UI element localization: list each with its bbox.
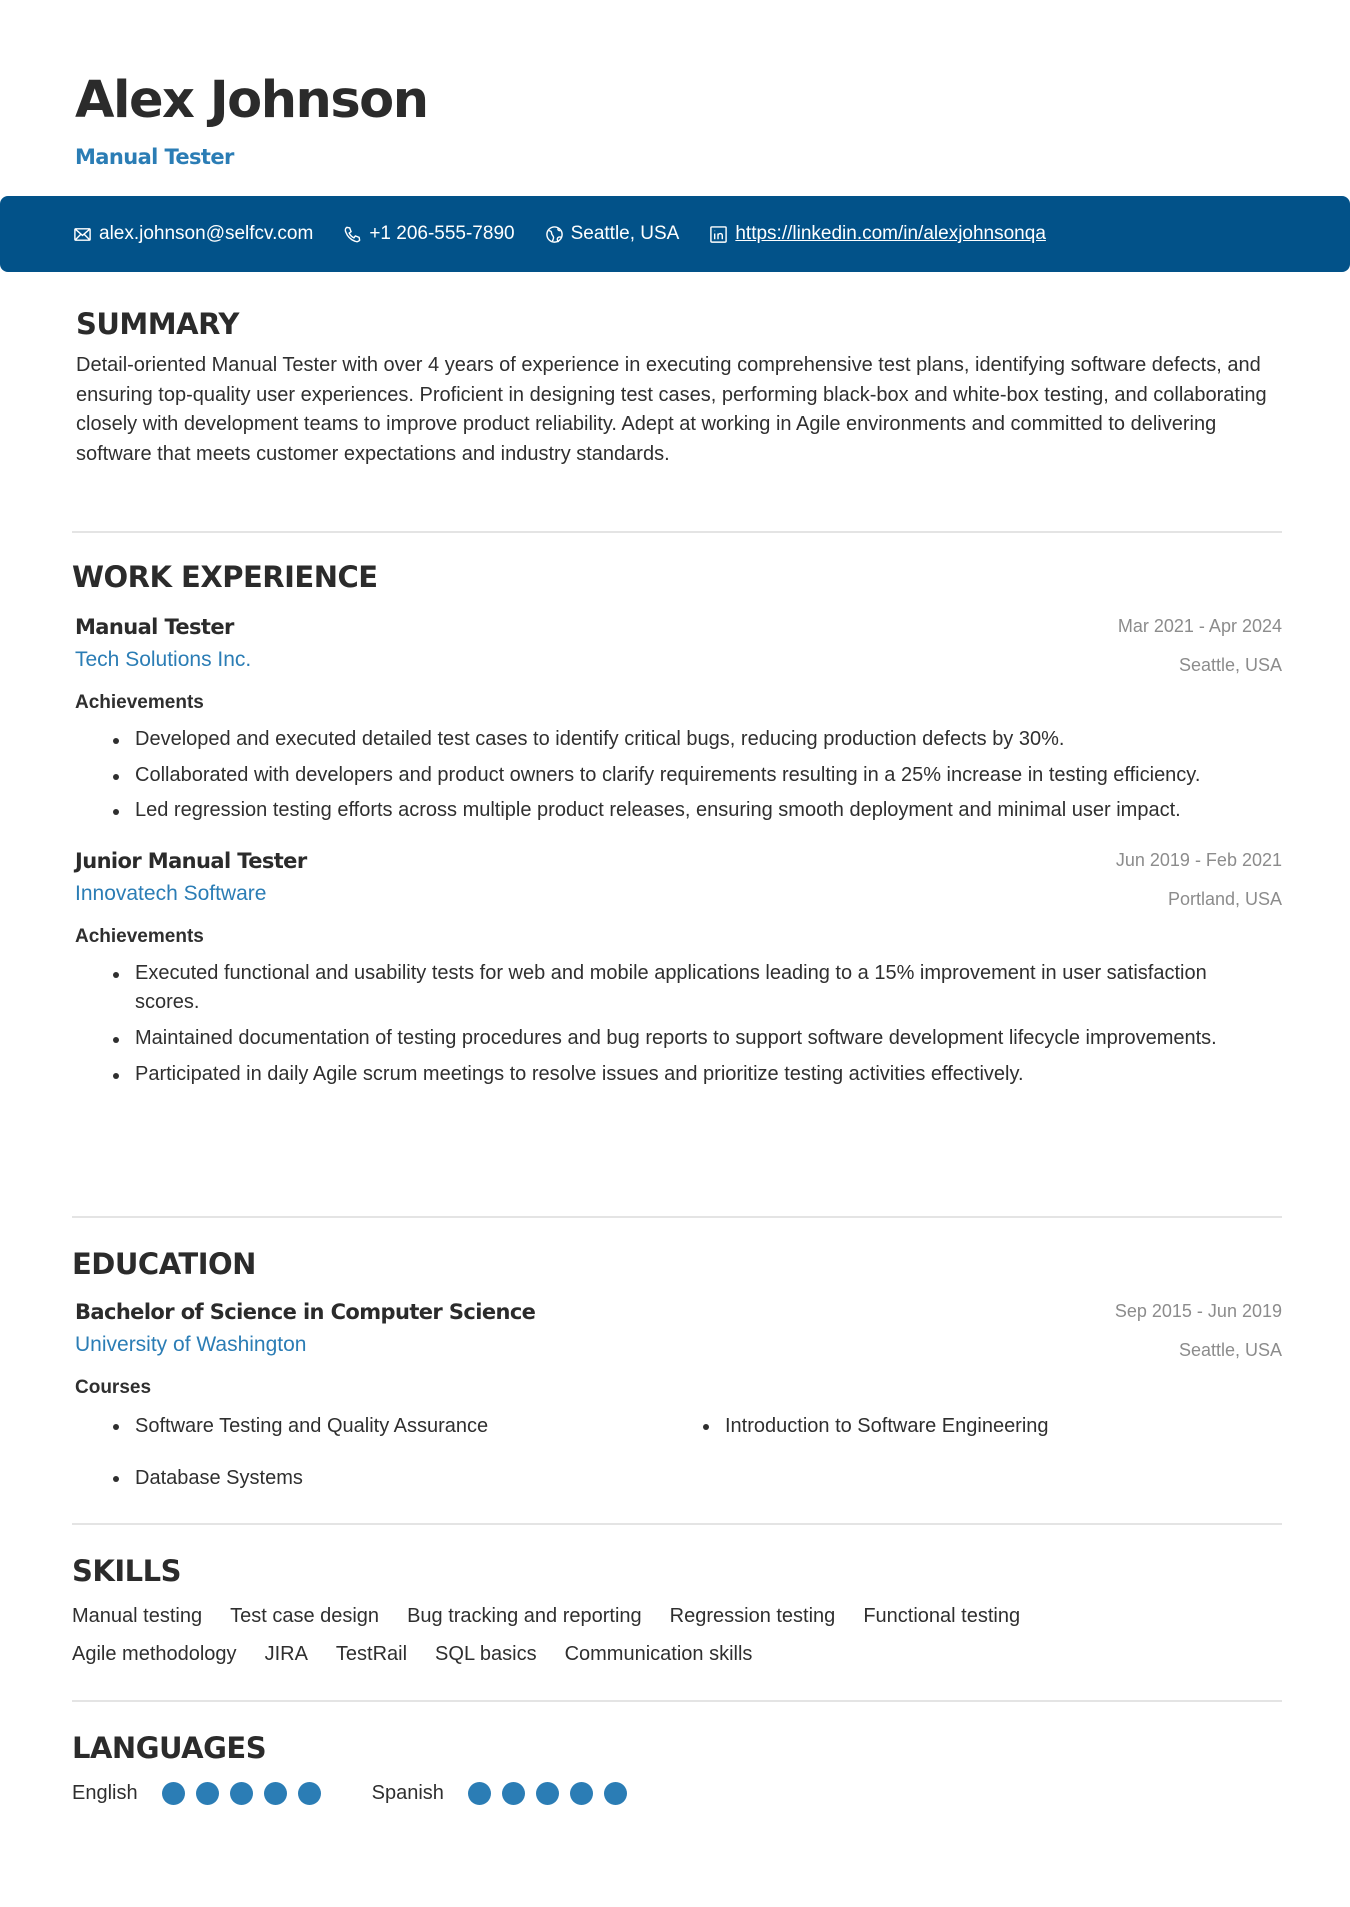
proficiency-dot — [604, 1782, 627, 1805]
proficiency-dot — [230, 1782, 253, 1805]
job-location: Portland, USA — [1167, 888, 1282, 909]
education-section — [72, 1246, 1282, 1493]
resume-header — [75, 70, 428, 170]
proficiency-dot — [502, 1782, 525, 1805]
education-location: Seattle, USA — [1178, 1340, 1282, 1360]
education-title: EDUCATION — [72, 1247, 256, 1281]
skills-section — [72, 1553, 1282, 1677]
summary-text: Detail-oriented Manual Tester with over 4 years of experience in executing comprehensive test plans, identifying software defects, and ensuring top-quality user experiences. Proficient in designing test cases, performing black-box and white-box testing, and collaborating closely with development teams to improve product reliability. Adept at working in Agile environments and committed to delivering software that meets customer expectations and industry standards. — [76, 354, 1267, 465]
proficiency-dot — [298, 1782, 321, 1805]
candidate-role: Manual Tester — [75, 145, 234, 169]
job-entry — [72, 847, 1282, 1089]
list-item: Maintained documentation of testing procedures and bug reports to support software development lifecycle improvements. — [75, 1024, 1255, 1054]
achievements-label: Achievements — [75, 692, 204, 713]
envelope-icon — [73, 225, 92, 244]
skill-item: SQL basics — [435, 1643, 537, 1665]
skill-item: JIRA — [264, 1643, 308, 1665]
divider — [72, 1700, 1282, 1702]
job-company: Tech Solutions Inc. — [75, 648, 252, 671]
location-text: Seattle, USA — [570, 223, 680, 244]
skill-item: Functional testing — [863, 1605, 1021, 1627]
skill-item: TestRail — [335, 1643, 408, 1665]
proficiency-dot — [264, 1782, 287, 1805]
contact-location — [545, 223, 680, 245]
summary-section — [76, 306, 1286, 469]
proficiency-dot — [196, 1782, 219, 1805]
job-title: Manual Tester — [75, 615, 234, 639]
proficiency-dot — [570, 1782, 593, 1805]
course-item: Introduction to Software Engineering — [665, 1411, 1255, 1441]
divider — [72, 1523, 1282, 1525]
proficiency-dot — [536, 1782, 559, 1805]
courses-label: Courses — [75, 1377, 152, 1398]
language-name: English — [72, 1782, 138, 1804]
divider — [72, 531, 1282, 533]
job-dates: Jun 2019 - Feb 2021 — [1115, 849, 1282, 870]
skill-item: Test case design — [230, 1605, 380, 1627]
languages-title: LANGUAGES — [72, 1731, 267, 1765]
phone-icon — [343, 225, 362, 244]
job-dates: Mar 2021 - Apr 2024 — [1117, 616, 1282, 636]
experience-section — [72, 559, 1282, 1095]
skill-item: Agile methodology — [72, 1643, 237, 1665]
candidate-name: Alex Johnson — [75, 71, 428, 130]
contact-linkedin[interactable] — [709, 223, 1046, 245]
education-dates: Sep 2015 - Jun 2019 — [1114, 1301, 1282, 1321]
list-item: Collaborated with developers and product owners to clarify requirements resulting in a 25% increase in testing efficiency. — [75, 761, 1255, 791]
contact-bar — [0, 196, 1350, 272]
skills-title: SKILLS — [72, 1554, 181, 1588]
achievements-label: Achievements — [75, 925, 204, 947]
summary-title: SUMMARY — [76, 307, 239, 341]
linkedin-link[interactable]: https://linkedin.com/in/alexjohnsonqa — [735, 223, 1046, 244]
skills-list — [72, 1601, 1172, 1677]
email-text: alex.johnson@selfcv.com — [99, 223, 314, 244]
experience-title: WORK EXPERIENCE — [72, 560, 378, 594]
languages-list — [72, 1778, 1282, 1808]
divider — [72, 1216, 1282, 1218]
school-name: University of Washington — [75, 1333, 307, 1356]
achievements-list — [75, 959, 1282, 1089]
degree-title: Bachelor of Science in Computer Science — [75, 1300, 536, 1324]
course-item: Database Systems — [75, 1463, 665, 1493]
language-item — [72, 1778, 332, 1808]
language-item — [372, 1778, 638, 1808]
skill-item: Communication skills — [564, 1643, 753, 1665]
list-item: Participated in daily Agile scrum meetings to resolve issues and prioritize testing activities effectively. — [75, 1060, 1255, 1090]
education-entry — [72, 1298, 1282, 1493]
list-item: Executed functional and usability tests for web and mobile applications leading to a 15% improvement in user satisfaction scores. — [75, 959, 1255, 1018]
list-item: Developed and executed detailed test cases to identify critical bugs, reducing production defects by 30%. — [75, 725, 1255, 755]
globe-icon — [545, 225, 564, 244]
list-item: Led regression testing efforts across multiple product releases, ensuring smooth deployment and minimal user impact. — [75, 796, 1255, 826]
contact-phone[interactable] — [343, 223, 514, 245]
proficiency-dot — [162, 1782, 185, 1805]
job-title: Junior Manual Tester — [75, 848, 307, 873]
language-name: Spanish — [371, 1782, 444, 1804]
skill-item: Bug tracking and reporting — [407, 1605, 642, 1627]
contact-email[interactable] — [73, 223, 313, 245]
job-company: Innovatech Software — [75, 881, 267, 905]
achievements-list — [75, 725, 1282, 826]
skill-item: Manual testing — [72, 1605, 203, 1627]
languages-section — [72, 1730, 1282, 1808]
job-entry — [72, 613, 1282, 826]
skill-item: Regression testing — [669, 1605, 836, 1627]
proficiency-dot — [468, 1782, 491, 1805]
job-location: Seattle, USA — [1178, 655, 1282, 675]
linkedin-icon — [709, 225, 728, 244]
course-item: Software Testing and Quality Assurance — [75, 1411, 665, 1441]
courses-list — [75, 1411, 1282, 1493]
phone-text: +1 206-555-7890 — [369, 223, 515, 244]
